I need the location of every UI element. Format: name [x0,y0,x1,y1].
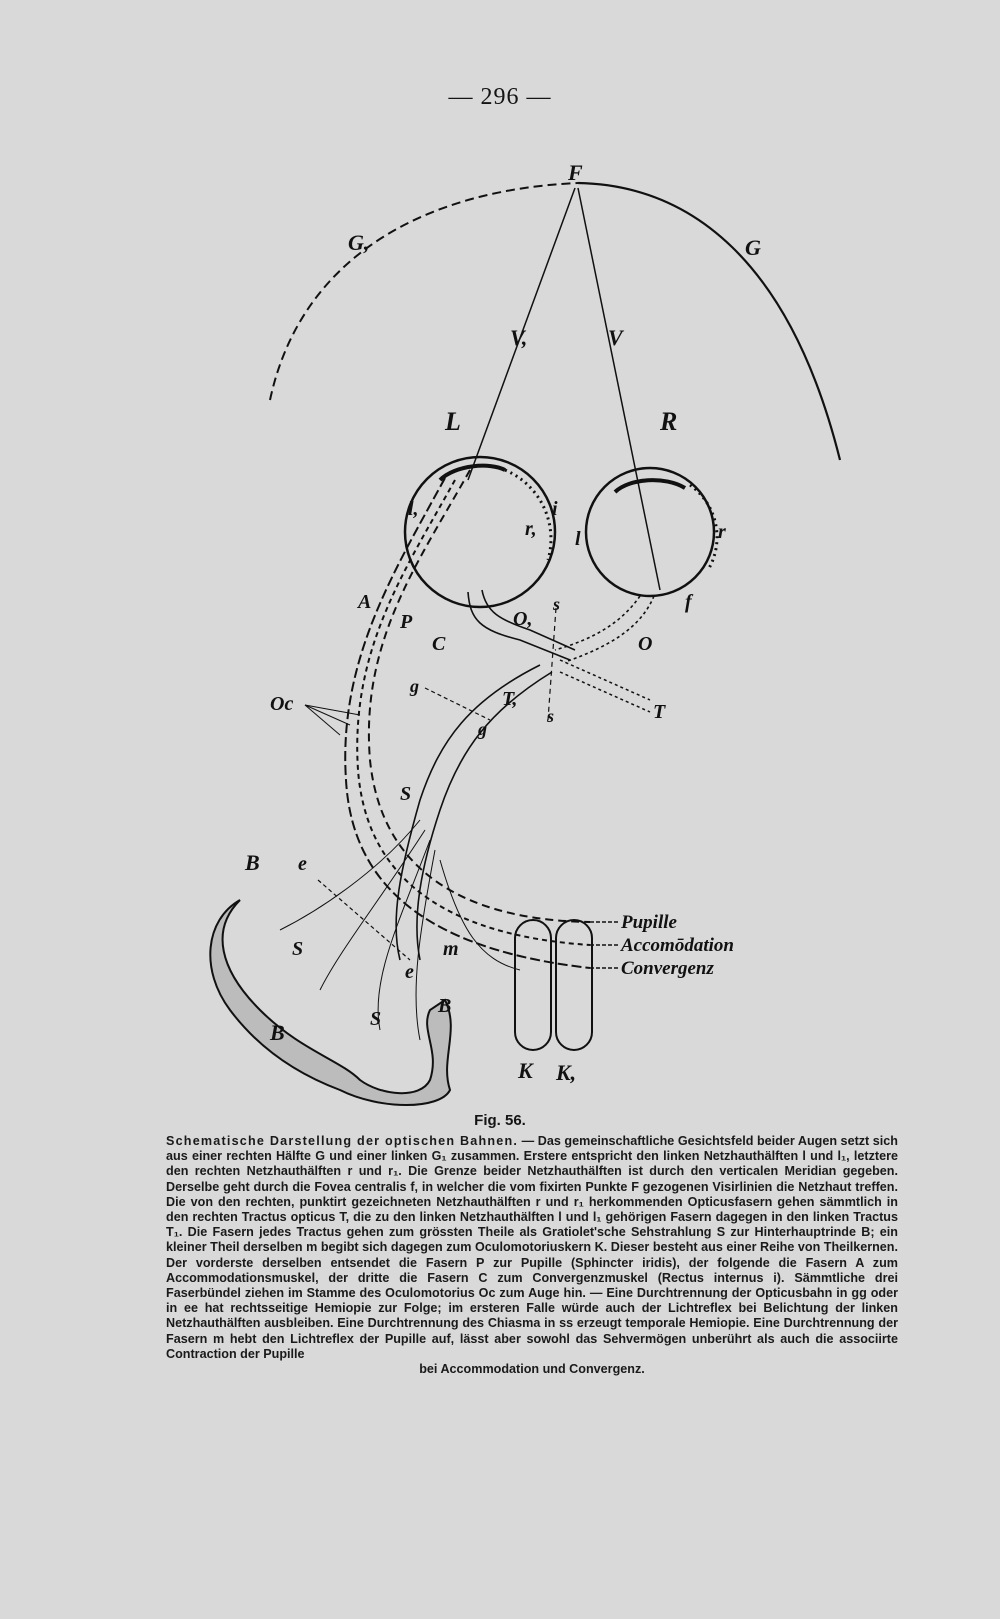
label-r1: r, [525,518,537,540]
figure-number: Fig. 56. [474,1112,526,1129]
label-K: K [518,1058,533,1083]
caption-tail: bei Accommodation und Convergenz. [419,1362,645,1377]
right-visual-field-arc [578,183,840,460]
label-S-left: S [292,938,304,960]
label-s-bottom: s [547,706,555,726]
label-l1: l, [408,498,419,520]
oc-pointer-1 [305,705,360,715]
label-convergenz: Convergenz [621,958,714,979]
label-V1: V, [510,325,528,350]
right-tract-2 [560,672,650,712]
left-tract-2 [417,672,555,960]
label-A: A [358,591,372,613]
chiasma-cut-line [548,608,556,720]
figure-caption [166,1134,898,1377]
label-s-top: s [553,594,561,614]
label-T: T [653,701,666,723]
label-B-bottom-left: B [270,1020,285,1045]
label-l: l [575,528,581,550]
label-F: F [568,160,583,185]
occipital-cortex [210,900,451,1105]
right-tract [560,660,650,700]
label-O1: O, [513,608,533,630]
label-S-bottom: S [370,1008,382,1030]
label-P: P [400,611,413,633]
label-Oc: Oc [270,693,294,715]
label-G1: G, [348,230,370,255]
label-L: L [445,407,461,436]
label-f: f [685,591,692,613]
label-S-tract: S [400,783,412,805]
label-m: m [443,938,459,960]
oculomotor-nucleus-K1 [556,920,592,1050]
label-g-top: g [410,676,419,696]
label-e-bottom: e [405,961,414,983]
optic-pathway-diagram [0,150,1000,1110]
oc-pointer-2 [305,705,350,725]
label-G: G [745,235,761,260]
oculomotor-fibers-outer [369,470,590,922]
right-eye-lens [615,480,685,492]
label-B-left-top: B [245,850,260,875]
label-C: C [432,633,446,655]
caption-body: — Das gemeinschaftliche Gesichtsfeld beider Augen setzt sich aus einer rechten Hälfte G und einer linken G₁ zusammen. Erstere entspricht den linken Netzhauthälften l und l₁, letztere den rechten Netzhauthälften r und r₁. Die Grenze beider Netzhauthälften ist durch den verticalen Meridian gegeben. Derselbe geht durch die Fovea centralis f, in welcher die vom fixirten Punkte F gezogenen Visirlinien die Netzhaut treffen. Die von den rechten, punktirt gezeichneten Netzhauthälften r und r₁ herkommenden Opticusfasern gehen sämmtlich in den rechten Tractus opticus T, die zu den linken Netzhauthälften l und l₁ gehörigen Fasern dagegen in den linken Tractus T₁. Die Fasern jedes Tractus gehen zum grössten Theile als Gratiolet'sche Sehstrahlung S zur Hinterhauptrinde B; ein kleiner Theil derselben m begibt sich dagegen zum Oculomotoriuskern K. Dieser besteht aus einer Reihe von Theilkernen. Der vorderste derselben entsendet die Fasern P zur Pupille (Sphincter iridis), der folgende die Fasern A zum Accommodationsmuskel, der dritte die Fasern C zum Convergenzmuskel (Rectus internus i). Sämmtliche drei Faserbündel ziehen im Stamme des Oculomotorius Oc zum Auge hin. — Eine Durchtrennung der Opticusbahn in gg oder in ee hat rechtsseitige Hemiopie zur Folge; im ersteren Falle würde auch der Lichtreflex bei Belichtung der linken Netzhauthälften ausbleiben. Eine Durchtrennung des Chiasma in ss erzeugt temporale Hemiopie. Eine Durchtrennung der Fasern m hebt den Lichtreflex der Pupille auf, lässt aber sowohl das Sehvermögen unberührt als auch die associirte Contraction der Pupille [166,1134,898,1361]
visual-line-right [578,188,660,590]
label-accommodation: Accomōdation [621,935,734,956]
label-r: r [718,521,726,543]
label-g-bottom: g [478,719,487,739]
right-eye [586,468,714,596]
label-R: R [660,407,678,436]
label-V: V [608,325,623,350]
oc-pointer-3 [305,705,340,735]
label-O: O [638,633,653,655]
label-e-top: e [298,853,307,875]
right-optic-nerve [555,596,640,650]
optic-radiation [280,820,520,1040]
label-T1: T, [502,688,518,710]
label-K1: K, [556,1060,577,1085]
left-eye-lens [440,466,505,480]
left-eye-right-half-dotted [505,470,551,560]
page-number: — 296 — [448,84,552,110]
label-i: i [552,498,558,520]
oculomotor-fibers-mid [357,480,590,945]
label-B-bottom-right: B [438,995,452,1017]
label-pupille: Pupille [621,912,677,933]
left-visual-field-arc [270,183,578,400]
caption-heading: Schematische Darstellung der optischen Bahnen. [166,1134,519,1148]
